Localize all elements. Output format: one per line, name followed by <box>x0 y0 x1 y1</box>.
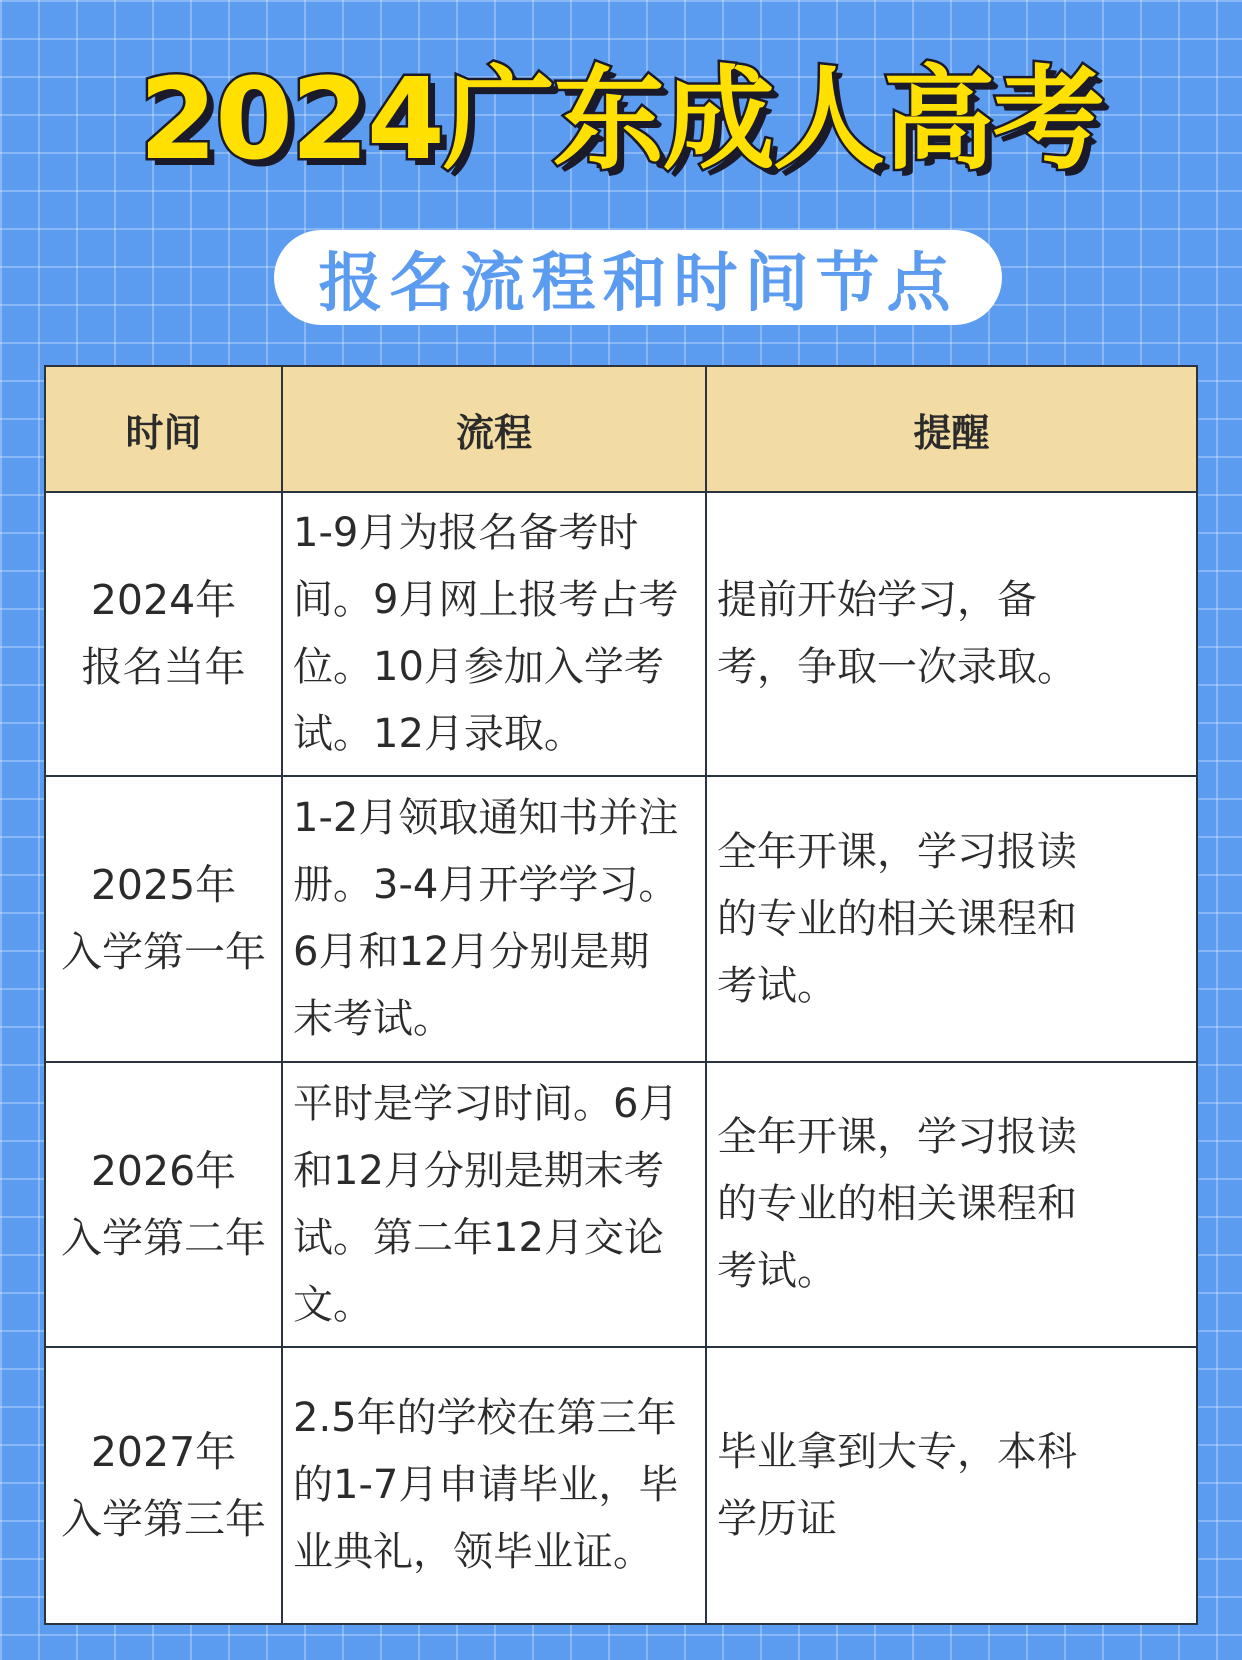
subtitle-banner <box>274 230 1002 325</box>
table-row <box>45 1062 1197 1347</box>
reminder-line: 考试。 <box>717 962 837 1009</box>
process-cell <box>282 492 706 776</box>
time-cell <box>45 1062 282 1347</box>
time-year: 2024年 <box>90 576 237 624</box>
reminder-cell <box>706 492 1197 776</box>
subtitle: 报名流程和时间节点 <box>318 246 958 321</box>
time-year: 2026年 <box>90 1146 237 1195</box>
time-year: 2025年 <box>90 861 237 909</box>
process-line: 2.5年的学校在第三年 <box>293 1395 677 1441</box>
time-year: 2027年 <box>90 1427 237 1476</box>
process-line: 和12月分别是期末考 <box>293 1147 664 1194</box>
reminder-line: 全年开课，学习报读 <box>717 1114 1077 1160</box>
schedule-table <box>44 365 1196 1625</box>
page-title: 2024广东成人高考 <box>139 55 1103 185</box>
process-line: 末考试。 <box>293 996 453 1042</box>
reminder-line: 学历证 <box>717 1495 837 1542</box>
time-stage: 入学第三年 <box>61 1494 266 1543</box>
reminder-cell <box>706 1347 1197 1624</box>
header-reminder: 提醒 <box>706 366 1197 492</box>
reminder-line: 毕业拿到大专，本科 <box>717 1428 1077 1475</box>
table-header-row <box>45 366 1197 492</box>
reminder-cell <box>706 1062 1197 1347</box>
time-stage: 报名当年 <box>81 643 246 691</box>
process-line: 业典礼，领毕业证。 <box>293 1529 653 1575</box>
reminder-line: 考，争取一次录取。 <box>717 644 1077 690</box>
reminder-line: 的专业的相关课程和 <box>717 1181 1077 1227</box>
time-stage: 入学第一年 <box>61 928 266 976</box>
process-cell <box>282 1062 706 1347</box>
process-line: 册。3-4月开学学习。 <box>293 862 679 908</box>
process-cell <box>282 776 706 1062</box>
process-line: 间。9月网上报考占考 <box>293 577 679 623</box>
reminder-line: 全年开课，学习报读 <box>717 828 1077 875</box>
time-stage: 入学第二年 <box>61 1213 266 1262</box>
process-line: 1-9月为报名备考时 <box>293 510 639 556</box>
process-line: 1-2月领取通知书并注 <box>293 795 679 841</box>
time-cell <box>45 776 282 1062</box>
process-line: 文。 <box>293 1281 373 1328</box>
process-line: 平时是学习时间。6月 <box>293 1080 679 1127</box>
process-line: 位。10月参加入学考 <box>293 644 664 690</box>
time-cell <box>45 1347 282 1624</box>
table-row <box>45 492 1197 776</box>
reminder-line: 考试。 <box>717 1248 837 1294</box>
header-time: 时间 <box>45 366 282 492</box>
process-line: 试。第二年12月交论 <box>293 1214 664 1261</box>
header-process: 流程 <box>282 366 706 492</box>
time-cell <box>45 492 282 776</box>
process-line: 试。12月录取。 <box>293 711 584 757</box>
reminder-cell <box>706 776 1197 1062</box>
table-row <box>45 1347 1197 1624</box>
table-row <box>45 776 1197 1062</box>
process-cell <box>282 1347 706 1624</box>
reminder-line: 的专业的相关课程和 <box>717 895 1077 942</box>
process-line: 的1-7月申请毕业，毕 <box>293 1462 679 1508</box>
process-line: 6月和12月分别是期 <box>293 929 650 975</box>
reminder-line: 提前开始学习，备 <box>717 577 1037 623</box>
